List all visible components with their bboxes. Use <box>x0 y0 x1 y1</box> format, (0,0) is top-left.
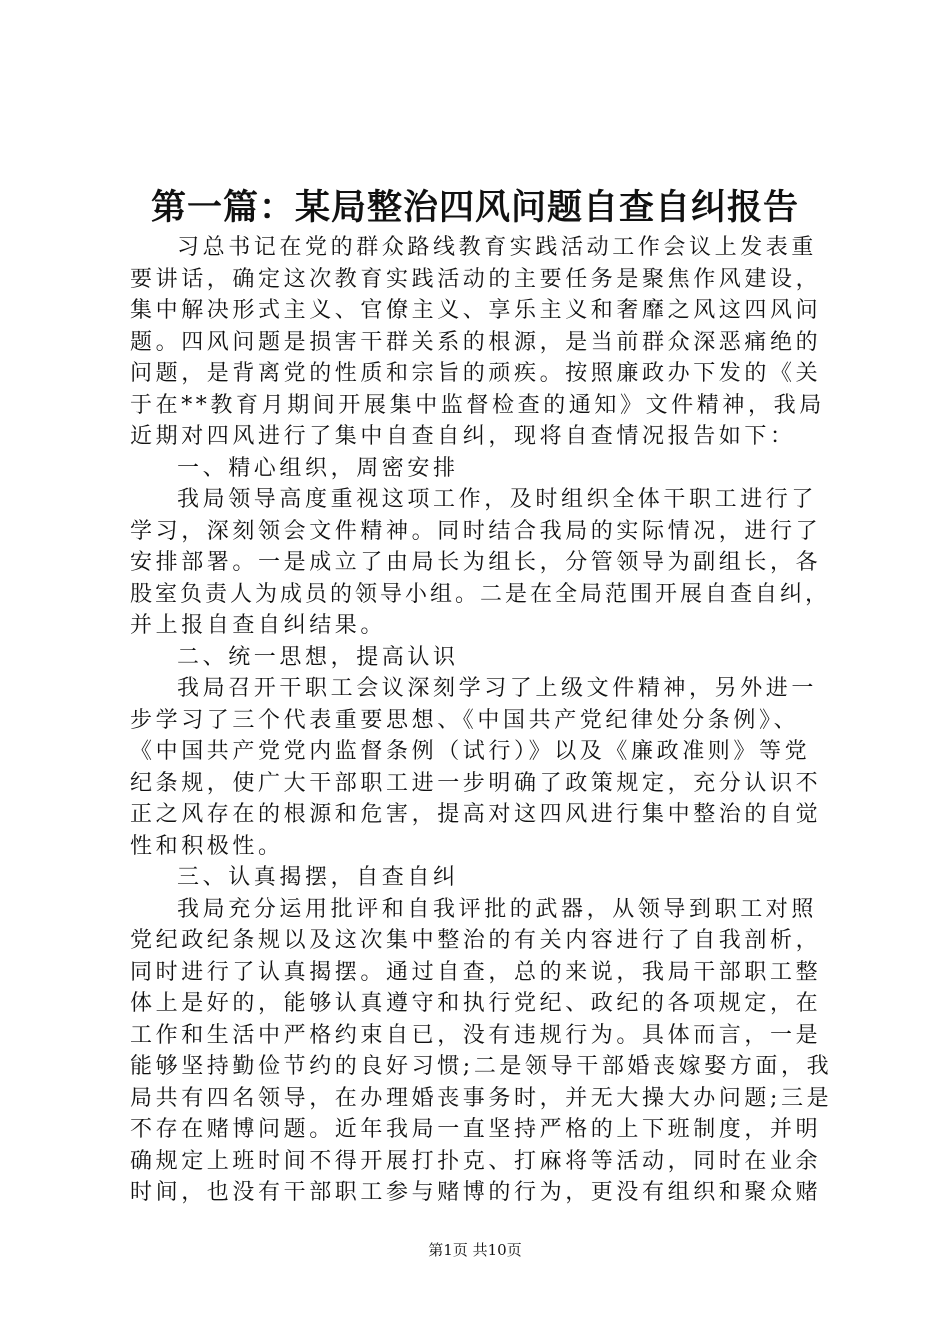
text-line: 党纪政纪条规以及这次集中整治的有关内容进行了自我剖析， <box>130 928 822 953</box>
text-line: 步学习了三个代表重要思想、《中国共产党纪律处分条例》、 <box>130 707 800 733</box>
document-title: 第一篇：某局整治四风问题自查自纠报告 <box>150 187 799 228</box>
text-line: 一、精心组织，周密安排 <box>177 455 459 481</box>
text-line: 正之风存在的根源和危害，提高对这四风进行集中整治的自觉 <box>130 802 822 827</box>
text-line: 近期对四风进行了集中自查自纠，现将自查情况报告如下： <box>130 424 796 449</box>
text-line: 我局召开干职工会议深刻学习了上级文件精神，另外进一 <box>177 676 818 701</box>
text-line: 工作和生活中严格约束自已，没有违规行为。具体而言，一是 <box>130 1022 822 1048</box>
text-line: 我局领导高度重视这项工作，及时组织全体干职工进行了 <box>177 487 818 512</box>
text-line: 体上是好的，能够认真遵守和执行党纪、政纪的各项规定，在 <box>130 991 822 1016</box>
text-line: 并上报自查自纠结果。 <box>130 613 387 638</box>
document-body <box>130 232 835 1209</box>
text-line: 时间，也没有干部职工参与赌博的行为，更没有组织和聚众赌 <box>130 1180 822 1205</box>
text-line: 安排部署。一是成立了由局长为组长，分管领导为副组长，各 <box>130 550 822 575</box>
text-line: 要讲话，确定这次教育实践活动的主要任务是聚焦作风建设， <box>130 266 822 292</box>
text-line: 学习，深刻领会文件精神。同时结合我局的实际情况，进行了 <box>130 518 822 544</box>
text-line: 三、认真揭摆，自查自纠 <box>177 865 459 890</box>
text-line: 确规定上班时间不得开展打扑克、打麻将等活动，同时在业余 <box>130 1148 822 1174</box>
text-line: 性和积极性。 <box>130 833 284 859</box>
text-line: 我局充分运用批评和自我评批的武器，从领导到职工对照 <box>177 896 818 922</box>
text-line: 局共有四名领导，在办理婚丧事务时，并无大操大办问题;三是 <box>130 1085 833 1111</box>
page-number-footer: 第1页 共10页 <box>428 1241 522 1259</box>
text-line: 股室负责人为成员的领导小组。二是在全局范围开展自查自纠， <box>130 581 831 607</box>
text-line: 于在**教育月期间开展集中监督检查的通知》文件精神，我局 <box>130 392 825 418</box>
text-line: 能够坚持勤俭节约的良好习惯;二是领导干部婚丧嫁娶方面，我 <box>130 1054 833 1079</box>
text-line: 《中国共产党党内监督条例（试行）》以及《廉政准则》等党 <box>130 739 811 764</box>
text-line: 同时进行了认真揭摆。通过自查，总的来说，我局干部职工整 <box>130 959 822 985</box>
text-line: 题。四风问题是损害干群关系的根源，是当前群众深恶痛绝的 <box>130 329 822 355</box>
text-line: 不存在赌博问题。近年我局一直坚持严格的上下班制度，并明 <box>130 1117 822 1142</box>
text-line: 问题，是背离党的性质和宗旨的顽疾。按照廉政办下发的《关 <box>130 361 822 386</box>
text-line: 二、统一思想，提高认识 <box>177 644 459 670</box>
text-line: 习总书记在党的群众路线教育实践活动工作会议上发表重 <box>177 235 818 260</box>
text-line: 纪条规，使广大干部职工进一步明确了政策规定，充分认识不 <box>130 770 822 796</box>
text-line: 集中解决形式主义、官僚主义、享乐主义和奢靡之风这四风问 <box>130 298 822 323</box>
